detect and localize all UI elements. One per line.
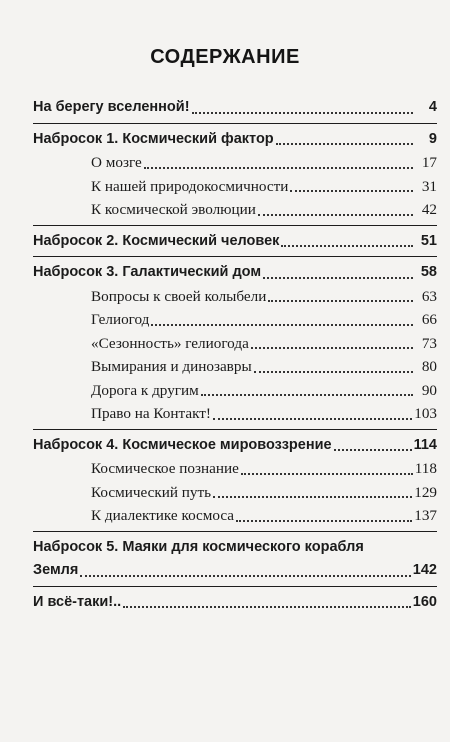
toc-page-number: 114 (413, 436, 437, 453)
dot-leader (192, 111, 413, 114)
toc-entry (33, 481, 437, 505)
toc-page-number: 80 (421, 358, 437, 375)
dot-leader (213, 495, 412, 498)
toc-entry (33, 151, 437, 175)
toc-entry (33, 128, 437, 152)
toc-page-number: 137 (414, 507, 437, 524)
toc-entry-title: Набросок 4. Космическое мировоззрение (33, 436, 332, 453)
section-divider (33, 531, 437, 532)
dot-leader (276, 142, 413, 145)
section-divider (33, 256, 437, 257)
toc-entry (33, 308, 437, 332)
toc-page-number: 118 (414, 460, 437, 477)
toc-entry (33, 198, 437, 222)
dot-leader (251, 346, 413, 349)
toc-page-number: 51 (420, 232, 437, 249)
dot-leader (236, 519, 412, 522)
toc-entry-title-line1: Набросок 5. Маяки для космического корабля (33, 538, 364, 555)
toc-entry (33, 434, 437, 458)
toc-entry (33, 457, 437, 481)
toc-entry-title: На берегу вселенной! (33, 99, 190, 115)
section-divider (33, 586, 437, 587)
dot-leader (254, 370, 413, 373)
toc-entry-title: К диалектике космоса (91, 507, 235, 524)
dot-leader (258, 213, 413, 216)
dot-leader (290, 189, 413, 192)
section-divider (33, 225, 437, 226)
dot-leader (268, 299, 413, 302)
toc-entry-title: Право на Контакт! (91, 405, 211, 422)
section-divider (33, 429, 437, 430)
dot-leader (123, 605, 411, 608)
toc-page-number: 9 (428, 130, 437, 147)
table-of-contents (33, 96, 437, 614)
dot-leader (281, 244, 413, 247)
toc-page-number: 129 (414, 483, 437, 501)
toc-page-number: 31 (421, 177, 437, 195)
toc-entry-title: Набросок 2. Космический человек (33, 232, 280, 249)
toc-entry-title: К космической эволюции (91, 201, 256, 218)
toc-entry (33, 230, 437, 254)
toc-page-number: 63 (421, 287, 437, 305)
dot-leader (334, 448, 412, 451)
dot-leader (241, 472, 413, 475)
dot-leader (213, 417, 412, 420)
dot-leader (151, 323, 413, 326)
toc-entry (33, 175, 437, 199)
toc-entry (33, 379, 437, 403)
toc-page-number: 4 (428, 99, 437, 115)
toc-page-number: 42 (421, 201, 437, 218)
toc-entry-title: К нашей природокосмичности (91, 177, 289, 195)
toc-entry (33, 355, 437, 379)
page-title: СОДЕРЖАНИЕ (150, 46, 300, 68)
toc-entry-title: Вымирания и динозавры (91, 358, 252, 375)
toc-page-number: 160 (412, 593, 437, 610)
toc-page-number: 66 (421, 311, 437, 328)
toc-entry (33, 402, 437, 426)
toc-entry-title: Гелиогод (91, 311, 150, 328)
toc-entry (33, 591, 437, 615)
toc-entry (33, 332, 437, 356)
toc-entry (33, 285, 437, 309)
toc-page-number: 142 (412, 562, 437, 578)
toc-entry-title: И всё-таки!.. (33, 593, 122, 610)
section-divider (33, 123, 437, 124)
toc-entry-title: Космическое познание (91, 460, 239, 477)
toc-entry-title: О мозге (91, 154, 142, 171)
toc-page-number: 90 (421, 381, 437, 399)
toc-entry-title: «Сезонность» гелиогода (91, 334, 249, 352)
dot-leader (144, 166, 413, 169)
dot-leader (263, 276, 413, 279)
toc-entry (33, 559, 437, 583)
toc-entry-title-line2: Земля (33, 562, 79, 578)
dot-leader (201, 393, 413, 396)
toc-entry-title: Вопросы к своей колыбели (91, 287, 267, 305)
toc-entry (33, 504, 437, 528)
dot-leader (80, 574, 410, 577)
toc-page-number: 58 (420, 264, 437, 280)
toc-entry-title: Дорога к другим (91, 381, 199, 399)
toc-page-number: 17 (421, 154, 437, 171)
toc-page-number: 103 (414, 405, 437, 422)
toc-entry (33, 96, 437, 120)
toc-entry-title: Космический путь (91, 483, 212, 501)
toc-entry (33, 261, 437, 285)
toc-entry-title: Набросок 1. Космический фактор (33, 130, 274, 147)
toc-page-number: 73 (421, 334, 437, 352)
toc-entry-title: Набросок 3. Галактический дом (33, 264, 262, 280)
